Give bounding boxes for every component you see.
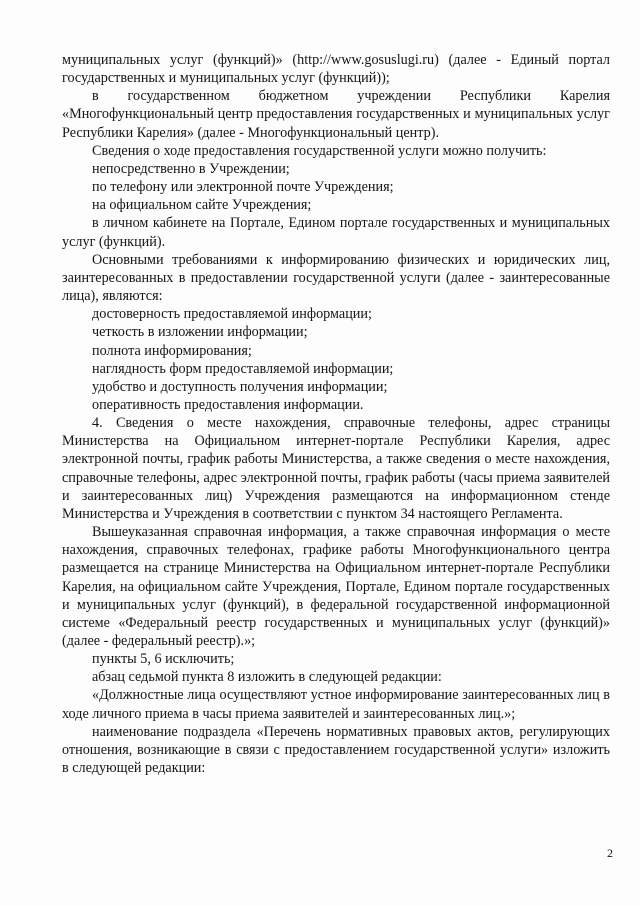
- paragraph-3: Сведения о ходе предоставления государственной услуги можно получить:: [92, 142, 547, 159]
- paragraph-1: муниципальных услуг (функций)» (http://www.gosuslugi.ru) (далее - Единый портал государственных и муниципальных услуг (функций));: [62, 52, 610, 87]
- paragraph-9: достоверность предоставляемой информации;: [92, 306, 372, 323]
- paragraph-20: наименование подраздела «Перечень нормативных правовых актов, регулирующих отношения, возникающие в связи с предоставлением государственной услуги» изложить в следующей редакции:: [62, 723, 610, 777]
- paragraph-15: 4. Сведения о месте нахождения, справочные телефоны, адрес страницы Министерства на Официальном интернет-портале Республики Карелия, адрес электронной почты, график работы Министерства, а также сведения о месте нахождения, справочные телефоны, адрес электронной почты, график работы (часы приема заявителей и заинтересованных лиц) Учреждения размещаются на информационном стенде Министерства и Учреждения в соответствии с пунктом 34 настоящего Регламента.: [62, 415, 610, 522]
- page-number: 2: [607, 846, 613, 860]
- paragraph-7: в личном кабинете на Портале, Едином портале государственных и муниципальных услуг (функций).: [62, 215, 610, 250]
- paragraph-4: непосредственно в Учреждении;: [92, 160, 290, 177]
- paragraph-2: в государственном бюджетном учреждении Республики Карелия «Многофункциональный центр предоставления государственных и муниципальных услуг Республики Карелия» (далее - Многофункциональный центр).: [62, 88, 610, 141]
- paragraph-5: по телефону или электронной почте Учреждения;: [92, 179, 394, 196]
- paragraph-13: удобство и доступность получения информации;: [92, 378, 388, 395]
- document-body: [62, 51, 610, 777]
- paragraph-14: оперативность предоставления информации.: [92, 396, 364, 413]
- paragraph-18: абзац седьмой пункта 8 изложить в следующей редакции:: [92, 669, 442, 686]
- paragraph-8: Основными требованиями к информированию физических и юридических лиц, заинтересованных в предоставлении государственной услуги (далее - заинтересованные лица), являются:: [62, 251, 610, 305]
- paragraph-19: «Должностные лица осуществляют устное информирование заинтересованных лиц в ходе личного приема в часы приема заявителей и заинтересованных лиц.»;: [62, 687, 610, 722]
- paragraph-17: пункты 5, 6 исключить;: [92, 651, 235, 668]
- paragraph-11: полнота информирования;: [92, 342, 252, 359]
- paragraph-6: на официальном сайте Учреждения;: [92, 197, 312, 214]
- paragraph-16: Вышеуказанная справочная информация, а также справочная информация о месте нахождения, справочных телефонах, графике работы Многофункционального центра размещается на странице Министерства на Официальном интернет-портале Республики Карелия, на официальном сайте Учреждения, Портале, Едином портале государственных и муниципальных услуг (функций), в федеральной государственной информационной системе «Федеральный реестр государственных и муниципальных услуг (функций)» (далее - федеральный реестр).»;: [62, 524, 610, 649]
- paragraph-10: четкость в изложении информации;: [92, 324, 308, 341]
- paragraph-12: наглядность форм предоставляемой информации;: [92, 360, 394, 377]
